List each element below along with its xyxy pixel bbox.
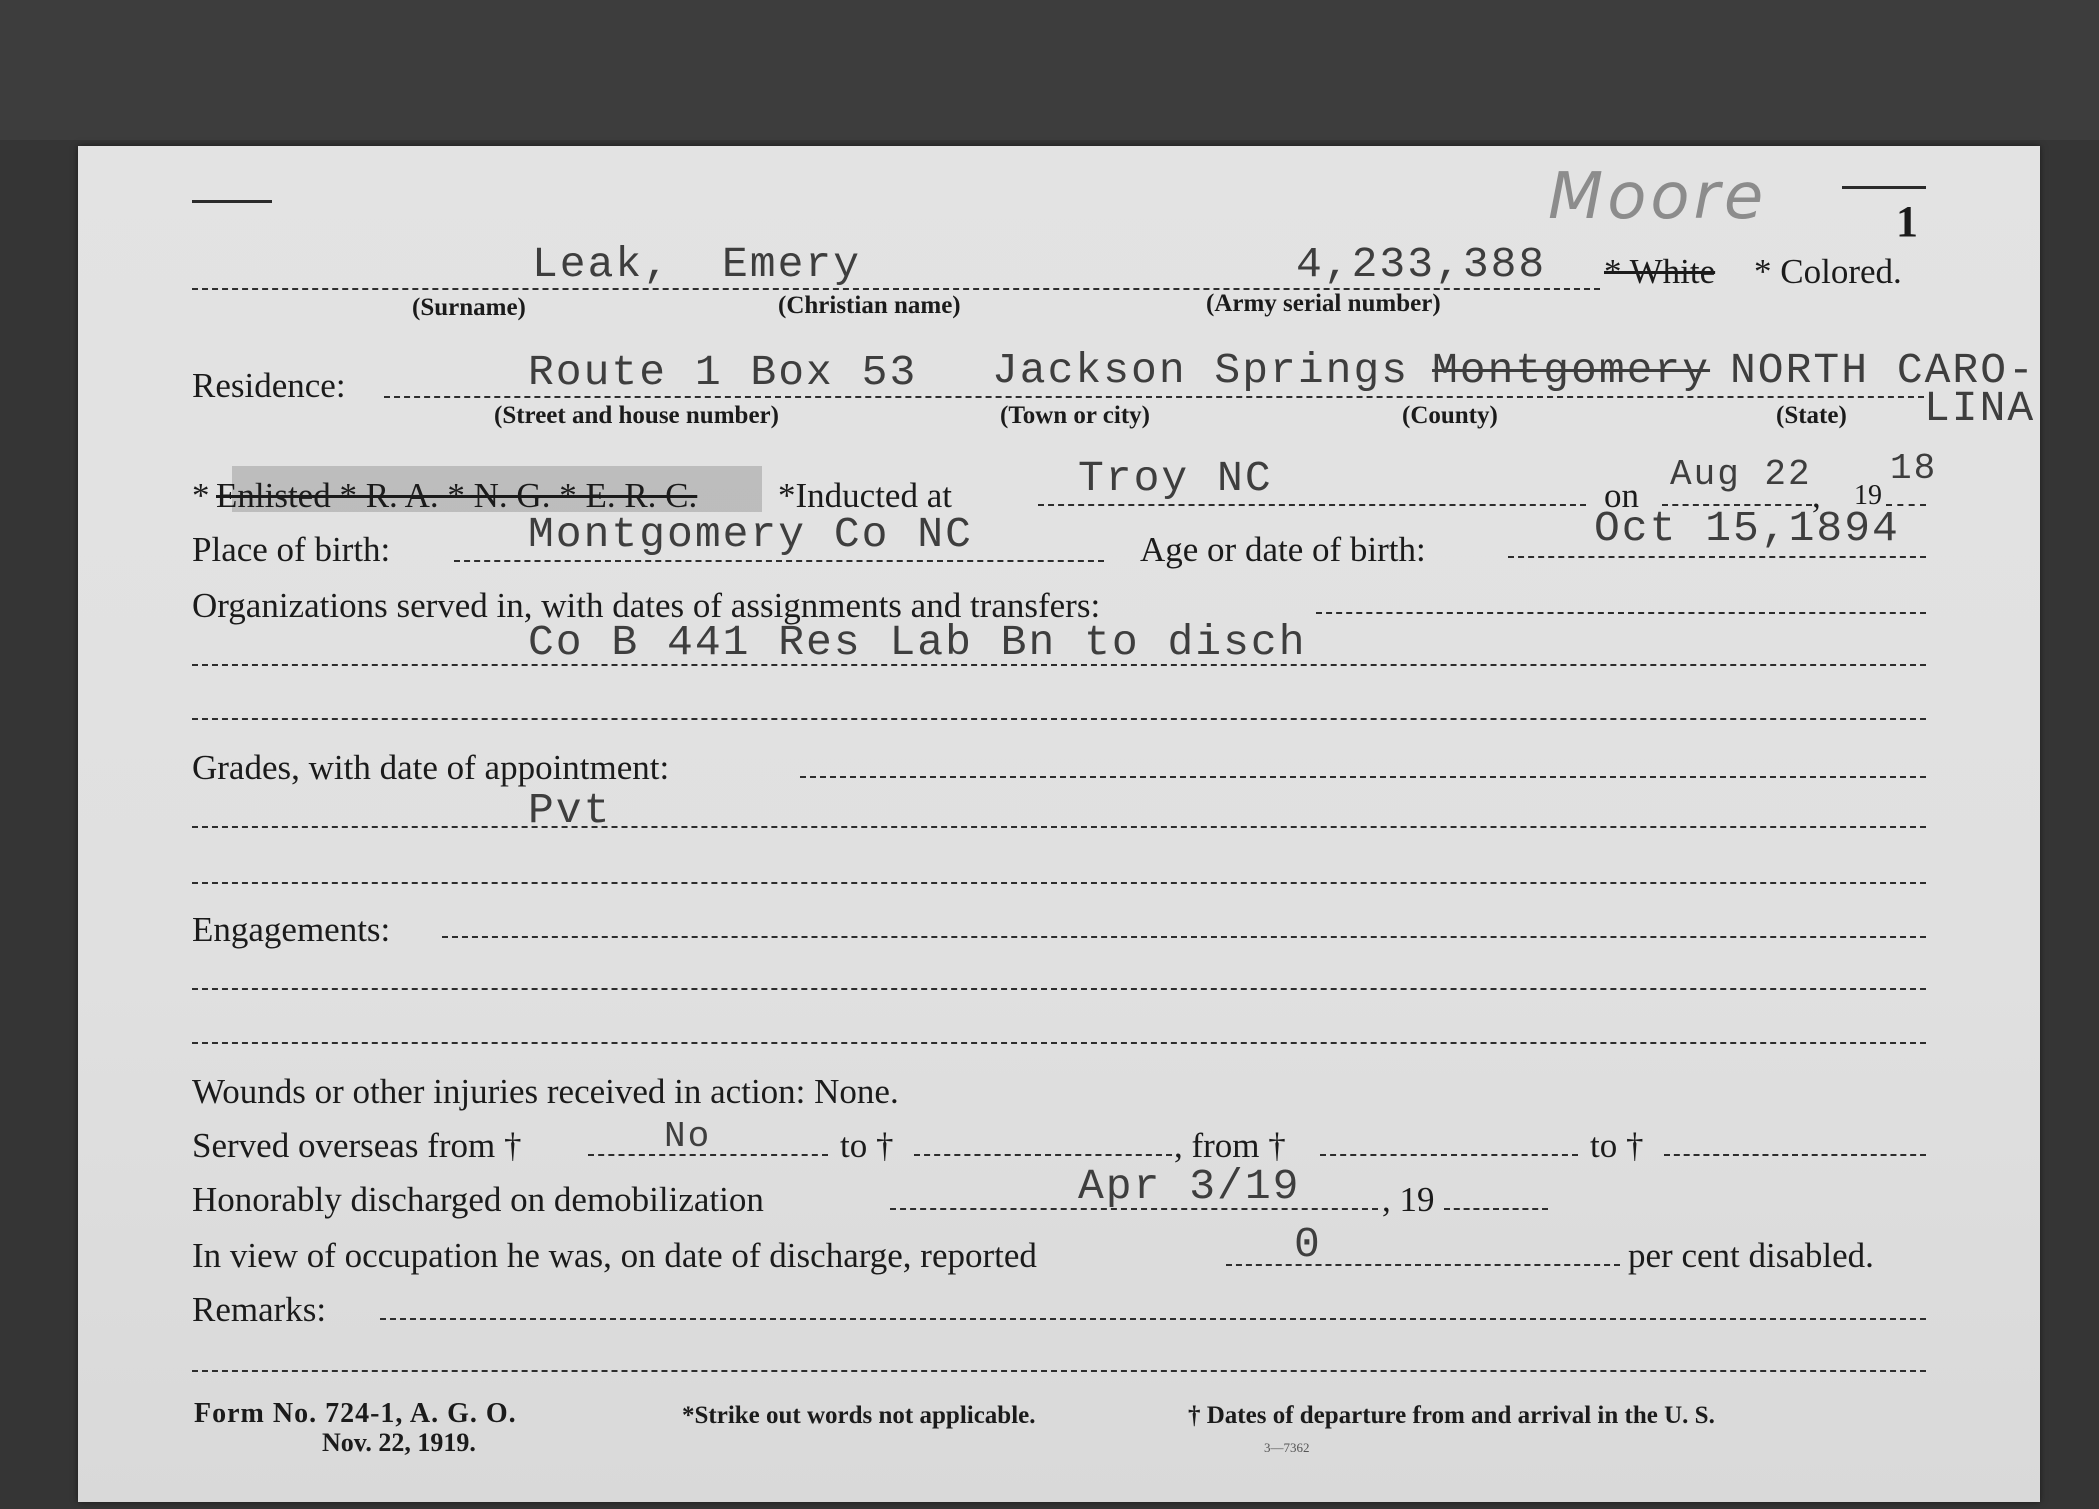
- form-date: Nov. 22, 1919.: [322, 1428, 476, 1457]
- overseas-to2-label: to †: [1590, 1126, 1644, 1165]
- residence-state-line1: NORTH CARO-: [1730, 346, 2036, 395]
- engagements-line-2: [192, 988, 1926, 990]
- white-option: * White: [1604, 252, 1716, 291]
- inducted-line: [1038, 504, 1586, 506]
- state-caption: (State): [1776, 402, 1847, 429]
- grades-line-1: [800, 776, 1926, 778]
- town-caption: (Town or city): [1000, 402, 1150, 429]
- age-label: Age or date of birth:: [1140, 530, 1426, 569]
- christian-name-value: Emery: [722, 240, 862, 289]
- disability-value: 0: [1294, 1220, 1322, 1269]
- inducted-comma: ,: [1812, 476, 1821, 515]
- inducted-label: *Inducted at: [778, 476, 952, 515]
- grades-line-3: [192, 882, 1926, 884]
- dates-note: † Dates of departure from and arrival in the U. S.: [1188, 1402, 1715, 1429]
- surname-value: Leak,: [532, 240, 672, 289]
- overseas-from2-line: [1320, 1154, 1578, 1156]
- card-number: 1: [1896, 197, 1918, 246]
- remarks-label: Remarks:: [192, 1290, 327, 1329]
- surname-caption: (Surname): [412, 294, 526, 321]
- organizations-label: Organizations served in, with dates of assignments and transfers:: [192, 586, 1101, 625]
- organizations-line-3: [192, 718, 1926, 720]
- overseas-to-label: to †: [840, 1126, 894, 1165]
- place-of-birth-label: Place of birth:: [192, 530, 391, 569]
- inducted-year-suffix: 18: [1890, 448, 1938, 489]
- street-caption: (Street and house number): [494, 402, 779, 429]
- residence-street: Route 1 Box 53: [528, 348, 918, 397]
- inducted-date: Aug 22: [1670, 454, 1812, 495]
- residence-state-line2: LINA: [1924, 384, 2036, 433]
- on-label: on: [1604, 476, 1639, 515]
- place-of-birth-value: Montgomery Co NC: [528, 510, 973, 559]
- organizations-line-1: [1316, 612, 1926, 614]
- overseas-to-line: [914, 1154, 1172, 1156]
- discharge-year-label: , 19: [1382, 1180, 1435, 1219]
- christian-name-caption: (Christian name): [778, 292, 961, 319]
- grades-line-2: [192, 826, 1926, 828]
- discharge-date: Apr 3/19: [1078, 1162, 1301, 1211]
- enlisted-star: *: [192, 476, 210, 515]
- remarks-line-2: [192, 1370, 1926, 1372]
- grades-label: Grades, with date of appointment:: [192, 748, 670, 787]
- overseas-from2-label: , from †: [1174, 1126, 1286, 1165]
- pencil-note: Moore: [1548, 160, 1768, 234]
- serial-number-caption: (Army serial number): [1206, 290, 1441, 317]
- strike-note: *Strike out words not applicable.: [682, 1402, 1036, 1429]
- wounds-label: Wounds or other injuries received in action: None.: [192, 1072, 899, 1111]
- residence-label: Residence:: [192, 366, 346, 405]
- discharge-year-line: [1444, 1208, 1548, 1210]
- overseas-from-value: No: [664, 1116, 712, 1157]
- inducted-place: Troy NC: [1078, 454, 1273, 503]
- remarks-line-1: [380, 1318, 1926, 1320]
- overseas-to2-line: [1664, 1154, 1926, 1156]
- disability-suffix: per cent disabled.: [1628, 1236, 1874, 1275]
- top-right-rule: [1842, 186, 1926, 189]
- enlisted-options: Enlisted * R. A. * N. G. * E. R. C.: [216, 476, 698, 515]
- print-code: 3—7362: [1264, 1440, 1310, 1455]
- disability-label: In view of occupation he was, on date of discharge, reported: [192, 1236, 1037, 1275]
- residence-county: Montgomery: [1432, 346, 1711, 395]
- age-line: [1508, 556, 1926, 558]
- county-caption: (County): [1402, 402, 1498, 429]
- colored-option: * Colored.: [1754, 252, 1902, 291]
- overseas-label: Served overseas from †: [192, 1126, 522, 1165]
- residence-town: Jackson Springs: [992, 346, 1410, 395]
- disability-line: [1226, 1264, 1620, 1266]
- discharge-label: Honorably discharged on demobilization: [192, 1180, 764, 1219]
- grades-value: Pvt: [528, 786, 612, 835]
- serial-number-value: 4,233,388: [1296, 240, 1547, 289]
- place-of-birth-line: [454, 560, 1104, 562]
- form-number: Form No. 724-1, A. G. O.: [194, 1398, 517, 1429]
- inducted-year-prefix: 19: [1854, 480, 1882, 511]
- top-left-rule: [192, 200, 272, 203]
- engagements-line-3: [192, 1042, 1926, 1044]
- birth-date-value: Oct 15,1894: [1594, 504, 1900, 553]
- scan-background: [0, 0, 2099, 140]
- engagements-line-1: [442, 936, 1926, 938]
- organizations-value: Co B 441 Res Lab Bn to disch: [528, 618, 1307, 667]
- engagements-label: Engagements:: [192, 910, 391, 949]
